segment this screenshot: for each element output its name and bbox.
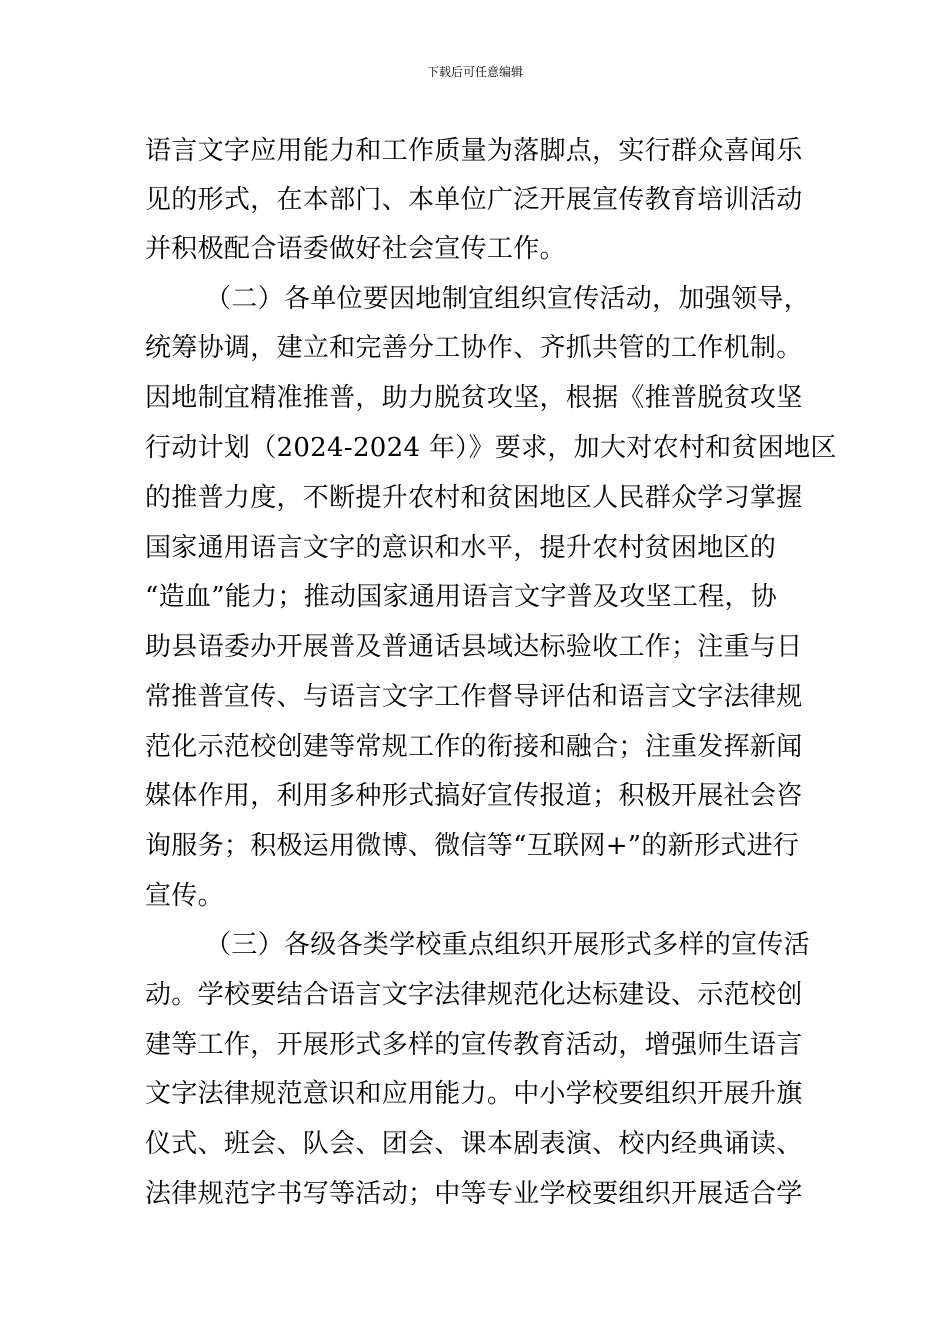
body-line: 询服务；积极运用微博、微信等“互联网+”的新形式进行 [145,831,800,861]
paragraph-start-line: （二）各单位要因地制宜组织宣传活动，加强领导， [205,284,810,314]
body-line: 并积极配合语委做好社会宣传工作。 [145,234,566,264]
body-line: 统筹协调，建立和完善分工协作、齐抓共管的工作机制。 [145,333,803,363]
body-line: 媒体作用，利用多种形式搞好宣传报道；积极开展社会咨 [145,781,803,811]
body-line: 国家通用语言文字的意识和水平，提升农村贫困地区的 [145,533,777,563]
body-line: 宣传。 [145,881,224,911]
body-line: 见的形式，在本部门、本单位广泛开展宣传教育培训活动 [145,185,803,215]
body-line: 的推普力度，不断提升农村和贫困地区人民群众学习掌握 [145,483,803,513]
page-header: 下载后可任意编辑 [426,65,523,79]
body-line: 语言文字应用能力和工作质量为落脚点，实行群众喜闻乐 [145,136,803,166]
body-line: 行动计划（2024-2024 年）》要求，加大对农村和贫困地区 [145,433,837,463]
body-line: 建等工作，开展形式多样的宣传教育活动，增强师生语言 [145,1030,803,1060]
body-line: 法律规范字书写等活动；中等专业学校要组织开展适合学 [145,1179,803,1209]
body-line: 文字法律规范意识和应用能力。中小学校要组织开展升旗 [145,1079,803,1109]
body-line: 助县语委办开展普及普通话县域达标验收工作；注重与日 [145,632,803,662]
body-line: 仪式、班会、队会、团会、课本剧表演、校内经典诵读、 [145,1129,803,1159]
body-line: 动。学校要结合语言文字法律规范化达标建设、示范校创 [145,980,803,1010]
body-line: 范化示范校创建等常规工作的衔接和融合；注重发挥新闻 [145,732,803,762]
paragraph-start-line: （三）各级各类学校重点组织开展形式多样的宣传活 [205,930,810,960]
body-line: 因地制宜精准推普，助力脱贫攻坚，根据《推普脱贫攻坚 [145,383,803,413]
body-line: 常推普宣传、与语言文字工作督导评估和语言文字法律规 [145,682,803,712]
body-line: “造血”能力；推动国家通用语言文字普及攻坚工程，协 [145,582,778,612]
